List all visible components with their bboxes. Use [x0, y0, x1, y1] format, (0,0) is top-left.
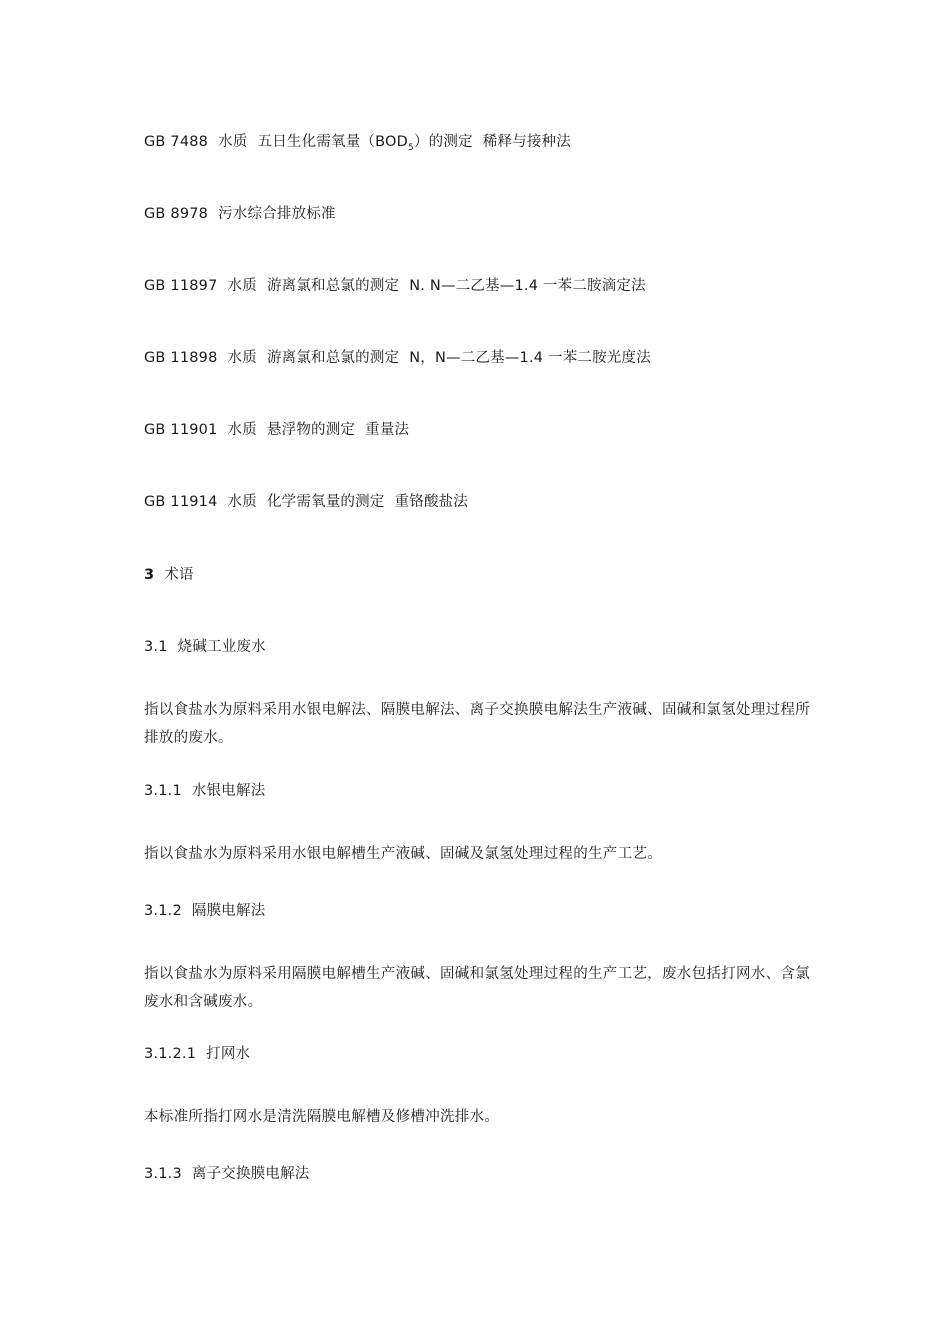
ref-code: GB 8978	[144, 206, 209, 222]
ref-gb11914	[144, 491, 468, 513]
section-3-1-2-1-heading	[144, 1043, 250, 1065]
section-title: 术语	[164, 567, 194, 583]
section-title: 打网水	[206, 1046, 251, 1062]
section-3-1-body: 指以食盐水为原料采用水银电解法、隔膜电解法、离子交换膜电解法生产液碱、固碱和氯氢处理过程所排放的废水。	[144, 702, 810, 746]
section-title: 水银电解法	[191, 783, 266, 799]
ref-gb11901	[144, 419, 409, 441]
section-3-1-1-heading	[144, 780, 265, 802]
ref-category: 水质	[227, 278, 257, 294]
ref-title-a: 五日生化需氧量（BOD	[257, 134, 408, 150]
ref-gb7488	[144, 131, 571, 159]
section-3-1-heading	[144, 636, 266, 658]
ref-gb8978	[144, 203, 336, 225]
section-number: 3.1.1	[144, 783, 182, 799]
ref-title-b: ）的测定	[413, 134, 473, 150]
ref-category: 水质	[227, 494, 257, 510]
section-number: 3.1.2.1	[144, 1046, 197, 1062]
section-number: 3.1.3	[144, 1166, 182, 1182]
ref-code: GB 7488	[144, 134, 209, 150]
section-number: 3	[144, 567, 155, 583]
section-3-heading	[144, 564, 194, 586]
section-title: 烧碱工业废水	[177, 639, 266, 655]
ref-method: 重铬酸盐法	[394, 494, 469, 510]
ref-category: 水质	[227, 350, 257, 366]
ref-method: 重量法	[365, 422, 410, 438]
ref-gb11898	[144, 347, 651, 369]
ref-title-subscript: 5	[408, 143, 414, 153]
section-3-1-2-heading	[144, 900, 265, 922]
section-3-1-2-1-body: 本标准所指打网水是清洗隔膜电解槽及修槽冲洗排水。	[144, 1109, 500, 1125]
ref-category: 水质	[218, 134, 248, 150]
ref-gb11897	[144, 275, 646, 297]
ref-title: 化学需氧量的测定	[266, 494, 385, 510]
section-3-1-3-heading	[144, 1163, 310, 1185]
section-title: 隔膜电解法	[191, 903, 266, 919]
ref-code: GB 11901	[144, 422, 218, 438]
ref-title: 游离氯和总氯的测定	[266, 278, 400, 294]
ref-method: 稀释与接种法	[482, 134, 571, 150]
section-3-1-2-body: 指以食盐水为原料采用隔膜电解槽生产液碱、固碱和氯氢处理过程的生产工艺，废水包括打网水、含氯废水和含碱废水。	[144, 966, 810, 1010]
ref-title: 污水综合排放标准	[218, 206, 336, 222]
ref-code: GB 11914	[144, 494, 218, 510]
section-3-1-1-body: 指以食盐水为原料采用水银电解槽生产液碱、固碱及氯氢处理过程的生产工艺。	[144, 846, 662, 862]
ref-method: N，N—二乙基—1.4 一苯二胺光度法	[409, 350, 651, 366]
section-number: 3.1	[144, 639, 168, 655]
ref-code: GB 11898	[144, 350, 218, 366]
ref-category: 水质	[227, 422, 257, 438]
section-title: 离子交换膜电解法	[191, 1166, 310, 1182]
ref-code: GB 11897	[144, 278, 218, 294]
ref-title: 游离氯和总氯的测定	[266, 350, 400, 366]
ref-title: 悬浮物的测定	[266, 422, 356, 438]
section-number: 3.1.2	[144, 903, 182, 919]
ref-method: N. N—二乙基—1.4 一苯二胺滴定法	[409, 278, 646, 294]
